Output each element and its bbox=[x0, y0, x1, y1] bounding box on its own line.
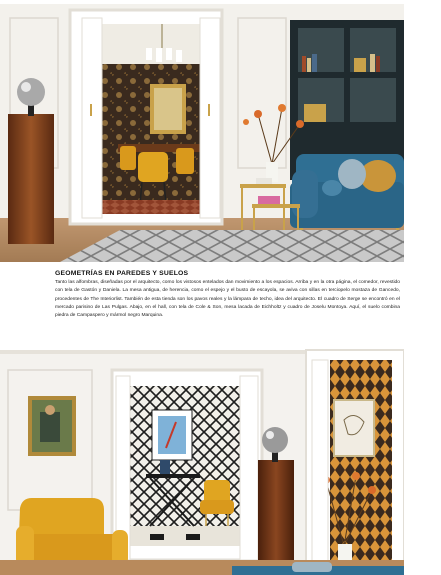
caption-title: GEOMETRÍAS EN PAREDES Y SUELOS bbox=[55, 270, 189, 277]
page-margin bbox=[404, 0, 441, 575]
hall-photo bbox=[0, 330, 404, 575]
dining-room-photo bbox=[0, 4, 404, 262]
caption-body: Tanto las alfombras, diseñadas por el arquitecto, como los vistosos entelados dan movimiento a los espacios. Arriba y en la otra página, el comedor, revestido con tela de Gastón y Daniela. La mesa antigua, de herencia, como el espejo y el busto de escayola, se aviva con sillas en terciopelo mostaza de Gancedo, procedentes de The Interiorlist. También de esta tienda son los pavos reales y la lámpara de techo, idea del arquitecto. El cuadro de Serge se encontró en el mercado parisino de Las Pulgas. Abajo, en el hall, con tela de Cole & Son, mesa lacada de Eichholtz y cuadro de Joselu Montoya. Aquí, el suelo combina piedra de Campaspero y mármol negro Marquina. bbox=[55, 280, 400, 319]
